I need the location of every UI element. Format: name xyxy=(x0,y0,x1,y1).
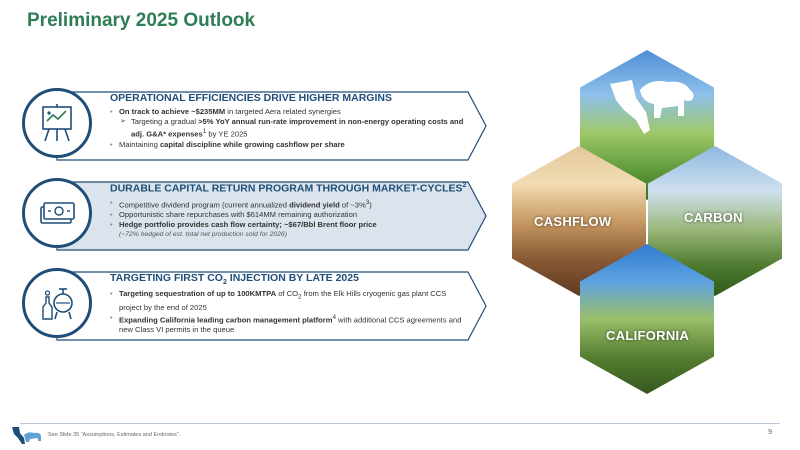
hexagon-label-cashflow: CASHFLOW xyxy=(534,214,612,229)
bullet-item: • Targeting sequestration of up to 100KMTPA of $CO_2$ from the Elk Hills cryogenic gas plant CCS project by the end of 2025 xyxy=(110,289,470,313)
company-logo-icon xyxy=(10,423,44,447)
bullet-item: • Hedge portfolio provides cash flow certainty; ~$67/Bbl Brent floor price xyxy=(110,220,470,230)
sub-bullet-item: ➢ Targeting a gradual >5% YoY annual run-rate improvement in non-energy operating costs and adj. G&A* expenses$^1$ by YE 2025 xyxy=(110,117,470,140)
presentation-board-icon xyxy=(35,101,79,145)
section-operational-efficiencies xyxy=(20,86,488,170)
footer-divider xyxy=(20,423,780,424)
page-number: 9 xyxy=(768,429,772,436)
section-icon-circle xyxy=(22,268,92,338)
bullet-item: • On track to achieve ~$235MM in targeted Aera related synergies xyxy=(110,107,470,117)
page-title: Preliminary 2025 Outlook xyxy=(27,10,256,31)
lab-flask-icon xyxy=(35,281,79,325)
section-heading: TARGETING FIRST $CO_2$ INJECTION BY LATE 2025 xyxy=(110,272,359,287)
section-heading: OPERATIONAL EFFICIENCIES DRIVE HIGHER MARGINS xyxy=(110,92,392,104)
section-icon-circle xyxy=(22,88,92,158)
bullet-item: • Competitive dividend program (current annualized dividend yield of ~3%$^3$) xyxy=(110,198,470,211)
bullet-item: • Maintaining capital discipline while growing cashflow per share xyxy=(110,140,470,150)
cash-icon xyxy=(35,191,79,235)
footnote: See Slide 35 “Assumptions, Estimates and Endnotes”. xyxy=(48,432,181,438)
section-co2-injection xyxy=(20,266,488,350)
section-icon-circle xyxy=(22,178,92,248)
section-capital-return xyxy=(20,176,488,260)
bullet-item: • Expanding California leading carbon management platform$^4$ with additional CCS agreements and new Class VI permits in the queue xyxy=(110,313,470,336)
hexagon-label-carbon: CARBON xyxy=(684,210,743,225)
bullet-note: (~72% hedged of est. total net production sold for 2026) xyxy=(119,231,287,239)
hexagon-label-california: CALIFORNIA xyxy=(606,328,690,343)
bullet-item: • Opportunistic share repurchases with $614MM remaining authorization xyxy=(110,210,470,220)
section-heading: DURABLE CAPITAL RETURN PROGRAM THROUGH MARKET-CYCLES$^2$ xyxy=(110,182,467,195)
hexagon-photo-cluster xyxy=(512,50,782,395)
